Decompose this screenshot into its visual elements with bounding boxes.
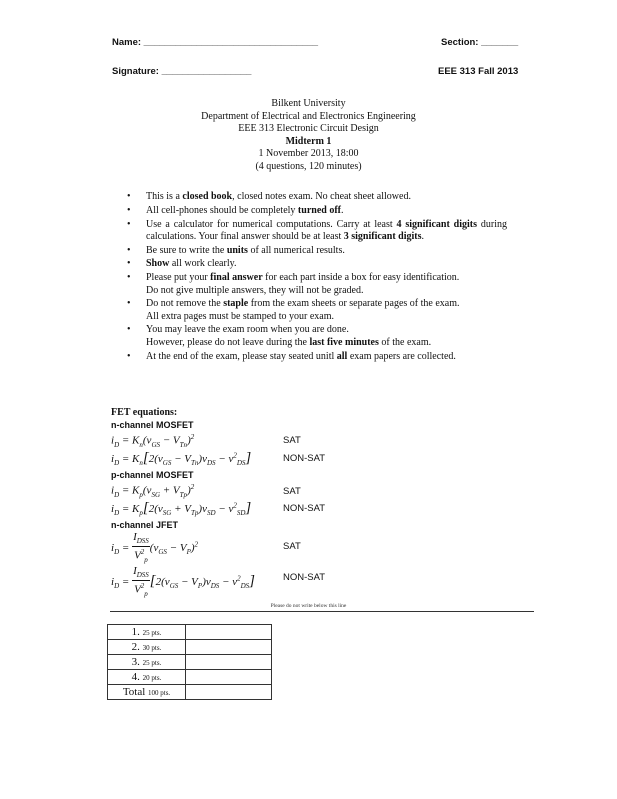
score-label: 2. 30 pts. (108, 640, 186, 655)
rule-item: • Do not remove the staple from the exam sheets or separate pages of the exam. All extra pages must be stamped to your exam. (127, 298, 460, 322)
exam-rules (112, 191, 507, 364)
nmos-sat-equation: $i_D = K_n(v_{GS} - V_{Tn})^2$ (111, 433, 195, 449)
exam-title: Midterm 1 (285, 135, 332, 147)
table-row (108, 625, 272, 640)
divider-line (110, 611, 534, 612)
signature-field: Signature: _________________ (112, 66, 252, 77)
rule-item: • At the end of the exam, please stay seated unitl all exam papers are collected. (127, 350, 456, 362)
table-row (108, 640, 272, 655)
exam-info: (4 questions, 120 minutes) (255, 160, 362, 172)
pmos-nonsat-equation: $i_D = K_p[2(v_{SG} + V_{Tp})v_{SD} - v^2_{SD}]$ (111, 500, 252, 518)
rule-item: • Please put your final answer for each part inside a box for easy identification. Do not give multiple answers, they will not be graded. (127, 272, 460, 296)
score-box (186, 685, 272, 700)
njfet-sat-label: SAT (283, 541, 301, 552)
score-box (186, 670, 272, 685)
score-label: 3. 25 pts. (108, 655, 186, 670)
score-box (186, 655, 272, 670)
njfet-heading: n-channel JFET (111, 520, 179, 530)
rule-item: • Be sure to write the units of all numerical results. (127, 244, 345, 256)
njfet-sat-equation: $i_D$ = $\frac{I_{DSS}}{V^2_p}$ $(v_{GS} - V_P)^2$ (111, 531, 199, 565)
table-row (108, 685, 272, 700)
score-label: 4. 20 pts. (108, 670, 186, 685)
rule-item: • Show all work clearly. (127, 258, 237, 270)
pmos-heading: p-channel MOSFET (111, 470, 194, 480)
university: Bilkent University (271, 98, 346, 109)
title-block (0, 98, 617, 173)
table-row (108, 670, 272, 685)
fet-equations-title: FET equations: (111, 407, 178, 418)
table-row (108, 655, 272, 670)
njfet-nonsat-label: NON-SAT (283, 572, 326, 583)
department: Department of Electrical and Electronics Engineering (201, 110, 416, 122)
pmos-sat-label: SAT (283, 486, 301, 497)
course-label: EEE 313 Fall 2013 (438, 66, 519, 77)
exam-date: 1 November 2013, 18:00 (258, 148, 359, 159)
score-box (186, 640, 272, 655)
do-not-write-note: Please do not write below this line (270, 603, 347, 609)
pmos-sat-equation: $i_D = K_p(v_{SG} + V_{Tp})^2$ (111, 483, 195, 499)
score-table (107, 624, 272, 700)
score-label: Total 100 pts. (108, 685, 186, 700)
nmos-nonsat-equation: $i_D = K_n[2(v_{GS} - V_{Tn})v_{DS} - v^2_{DS}]$ (111, 450, 252, 468)
rule-item: • This is a closed book, closed notes exam. No cheat sheet allowed. (127, 191, 411, 202)
rule-item: • All cell-phones should be completely turned off. (127, 204, 344, 216)
pmos-nonsat-label: NON-SAT (283, 503, 326, 514)
rule-item: • Use a calculator for numerical computations. Carry at least 4 significant digits during calculations. Your final answer should be at least 3 significant digits. (127, 218, 507, 242)
section-field: Section: _______ (441, 37, 519, 48)
name-field: Name: _________________________________ (112, 37, 319, 48)
nmos-nonsat-label: NON-SAT (283, 453, 326, 464)
rule-item: • You may leave the exam room when you are done. However, please do not leave during the last five minutes of the exam. (127, 324, 432, 348)
nmos-heading: n-channel MOSFET (111, 420, 194, 430)
course-title: EEE 313 Electronic Circuit Design (238, 123, 379, 134)
score-box (186, 625, 272, 640)
njfet-nonsat-equation: $i_D$ = $\frac{I_{DSS}}{V^2_p}$ $[2(v_{GS} - V_P)v_{DS} - v^2_{DS}]$ (111, 565, 256, 599)
nmos-sat-label: SAT (283, 435, 301, 446)
score-label: 1. 25 pts. (108, 625, 186, 640)
